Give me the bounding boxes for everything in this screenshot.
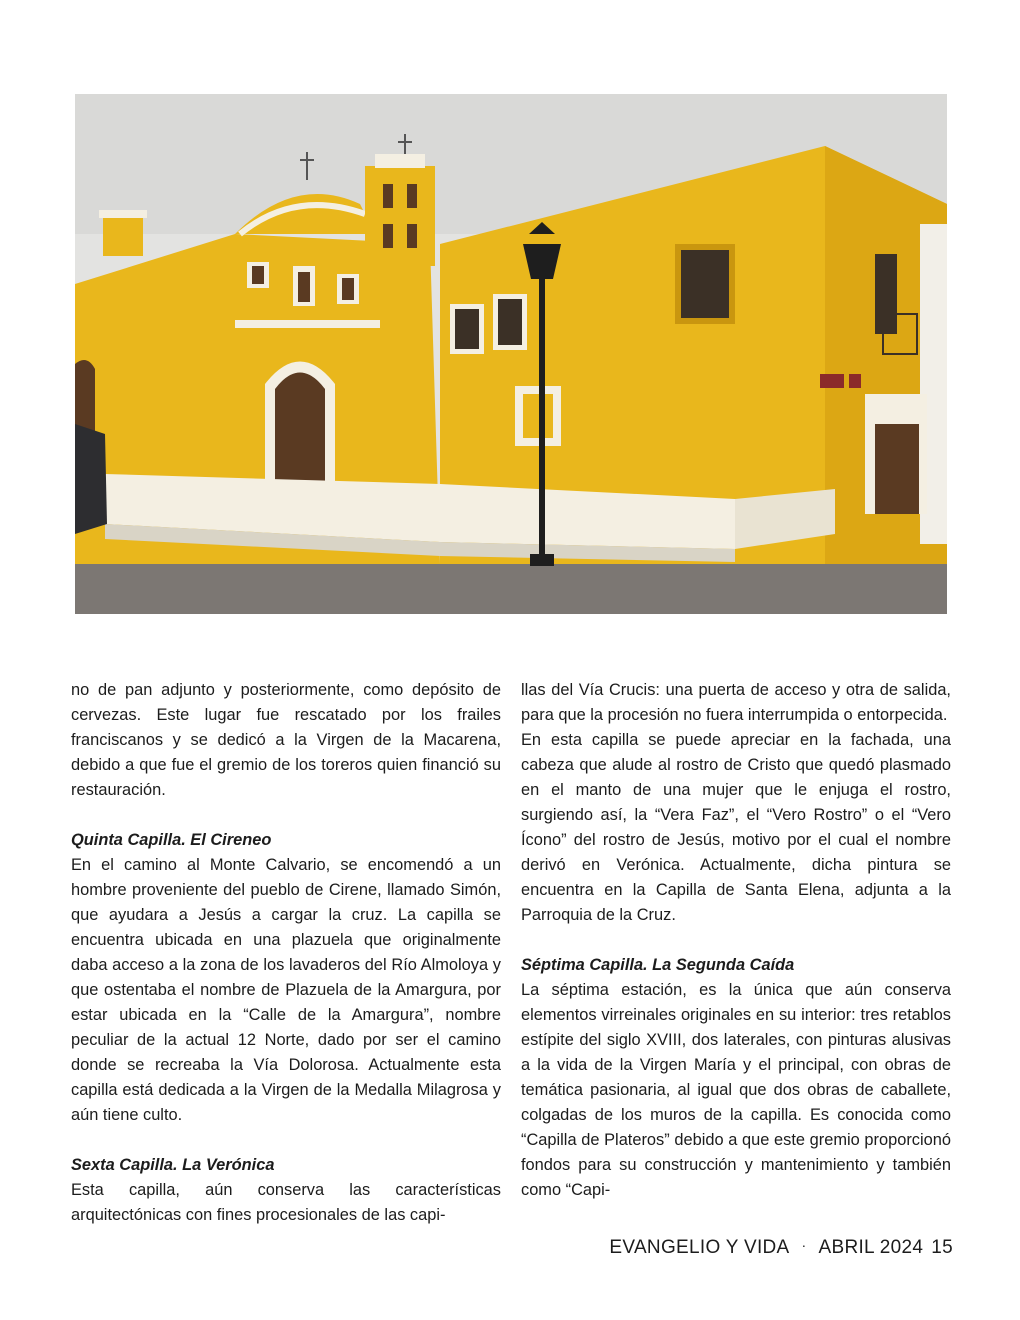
paragraph: En el camino al Monte Calvario, se encomendó a un hombre proveniente del pueblo de Cirene, llamado Simón, que ayudara a Jesús a cargar la cruz. La capilla se encuentra ubicada en una plazuela que originalmente daba acceso a la zona de los lavaderos del Río Almoloya y que ostentaba el nombre de Plazuela de la Amargura, por estar ubicada en la “Calle de la Amargura”, nombre peculiar de la actual 12 Norte, dado por ser el camino donde se recreaba la Vía Dolorosa. Actualmente esta capilla está dedicada a la Virgen de la Medalla Milagrosa y aún tiene culto. xyxy=(71,856,501,1124)
footer-separator: · xyxy=(801,1237,807,1253)
paragraph: llas del Vía Crucis: una puerta de acceso y otra de salida, para que la procesión no fuera interrumpida o entorpecida. xyxy=(521,681,951,724)
section-heading: Quinta Capilla. El Cireneo xyxy=(71,831,272,849)
issue-date: ABRIL 2024 xyxy=(818,1237,924,1258)
paragraph: La séptima estación, es la única que aún conserva elementos virreinales originales en su interior: tres retablos estípite del siglo XVIII, dos laterales, con pinturas alusivas a la vida de la Virgen María y el principal, con obras de temática pasionaria, al igual que dos obras de caballete, colgadas de los muros de la capilla. Es conocida como “Capilla de Plateros” debido a que este gremio proporcionó fondos para su construcción y mantenimiento y también como “Capi- xyxy=(521,981,951,1199)
paragraph: En esta capilla se puede apreciar en la fachada, una cabeza que alude al rostro de Cristo que quedó plasmado en el manto de una mujer que le enjuga el rostro, surgiendo así, la “Vera Faz”, el “Vero Rostro” o el “Vero Ícono” del rostro de Jesús, motivo por el cual el nombre derivó en Verónica. Actualmente, dicha pintura se encuentra en la Capilla de Santa Elena, adjunta a la Parroquia de la Cruz. xyxy=(521,731,951,924)
right-text-column xyxy=(521,678,951,1203)
paragraph: Esta capilla, aún conserva las características arquitectónicas con fines procesionales de las capi- xyxy=(71,1181,501,1224)
left-text-column xyxy=(71,678,501,1228)
page-number: 15 xyxy=(931,1237,953,1258)
section-heading: Séptima Capilla. La Segunda Caída xyxy=(521,956,795,974)
church-illustration xyxy=(75,94,947,614)
section-heading: Sexta Capilla. La Verónica xyxy=(71,1156,275,1174)
church-photo xyxy=(75,94,947,614)
paragraph: no de pan adjunto y posteriormente, como depósito de cervezas. Este lugar fue rescatado por los frailes franciscanos y se dedicó a la Virgen de la Macarena, debido a que fue el gremio de los toreros quien financió su restauración. xyxy=(71,681,501,799)
magazine-title: EVANGELIO Y VIDA xyxy=(609,1237,790,1258)
page-footer xyxy=(609,1237,953,1259)
